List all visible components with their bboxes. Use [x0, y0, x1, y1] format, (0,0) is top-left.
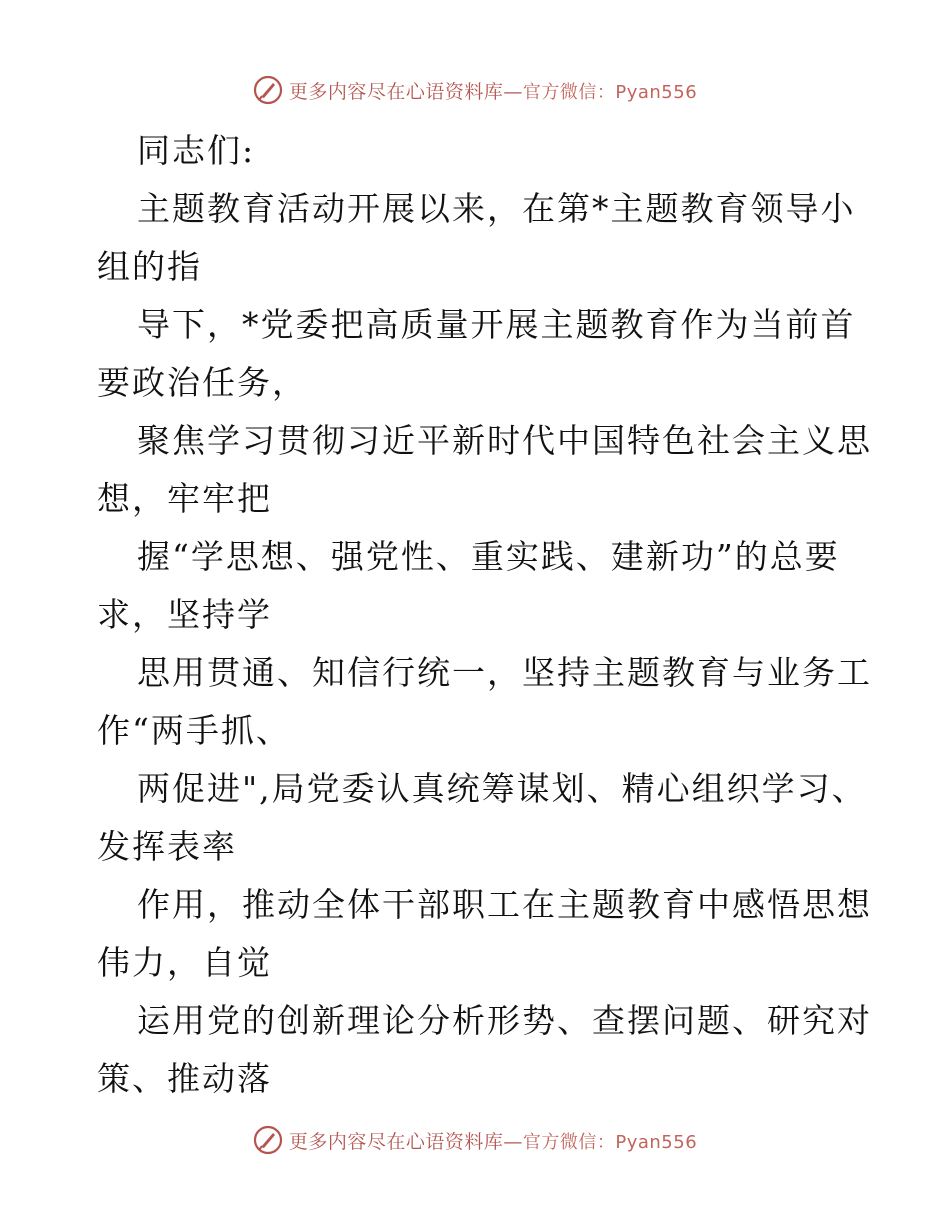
text-line: 握“学思想、强党性、重实践、建新功”的总要 — [137, 537, 840, 576]
watermark-text — [289, 1127, 697, 1154]
text-line: 求，坚持学 — [97, 595, 272, 634]
watermark-title: 更多内容尽在心语资料库— — [288, 80, 523, 103]
text-line: 主题教育活动开展以来，在第*主题教育领导小 — [137, 189, 856, 228]
text-line: 作用，推动全体干部职工在主题教育中感悟思想 — [137, 885, 872, 924]
text-line: 聚焦学习贯彻习近平新时代中国特色社会主义思 — [137, 421, 872, 460]
text-line: 发挥表率 — [97, 827, 237, 866]
watermark-text — [289, 77, 697, 104]
text-line: 要政治任务， — [97, 363, 307, 402]
watermark-contact: 官方微信：Pyan556 — [522, 1131, 698, 1153]
document-body — [97, 122, 872, 1108]
text-line: 同志们: — [137, 131, 256, 170]
text-line: 思用贯通、知信行统一，坚持主题教育与业务工 — [137, 653, 872, 692]
text-line: 导下，*党委把高质量开展主题教育作为当前首 — [137, 305, 856, 344]
text-line: 运用党的创新理论分析形势、查摆问题、研究对 — [137, 1001, 872, 1040]
text-line: 策、推动落 — [97, 1059, 272, 1098]
watermark-footer — [0, 1120, 950, 1160]
text-line: 想，牢牢把 — [97, 479, 272, 518]
watermark-contact: 官方微信：Pyan556 — [522, 81, 698, 103]
quill-logo-icon — [253, 75, 283, 105]
watermark-title: 更多内容尽在心语资料库— — [288, 1130, 523, 1153]
text-line: 伟力，自觉 — [97, 943, 272, 982]
text-line: 组的指 — [97, 247, 202, 286]
watermark-header — [0, 70, 950, 110]
text-line: 两促进",局党委认真统筹谋划、精心组织学习、 — [137, 769, 867, 808]
text-line: 作“两手抓、 — [97, 711, 291, 750]
quill-logo-icon — [253, 1125, 283, 1155]
